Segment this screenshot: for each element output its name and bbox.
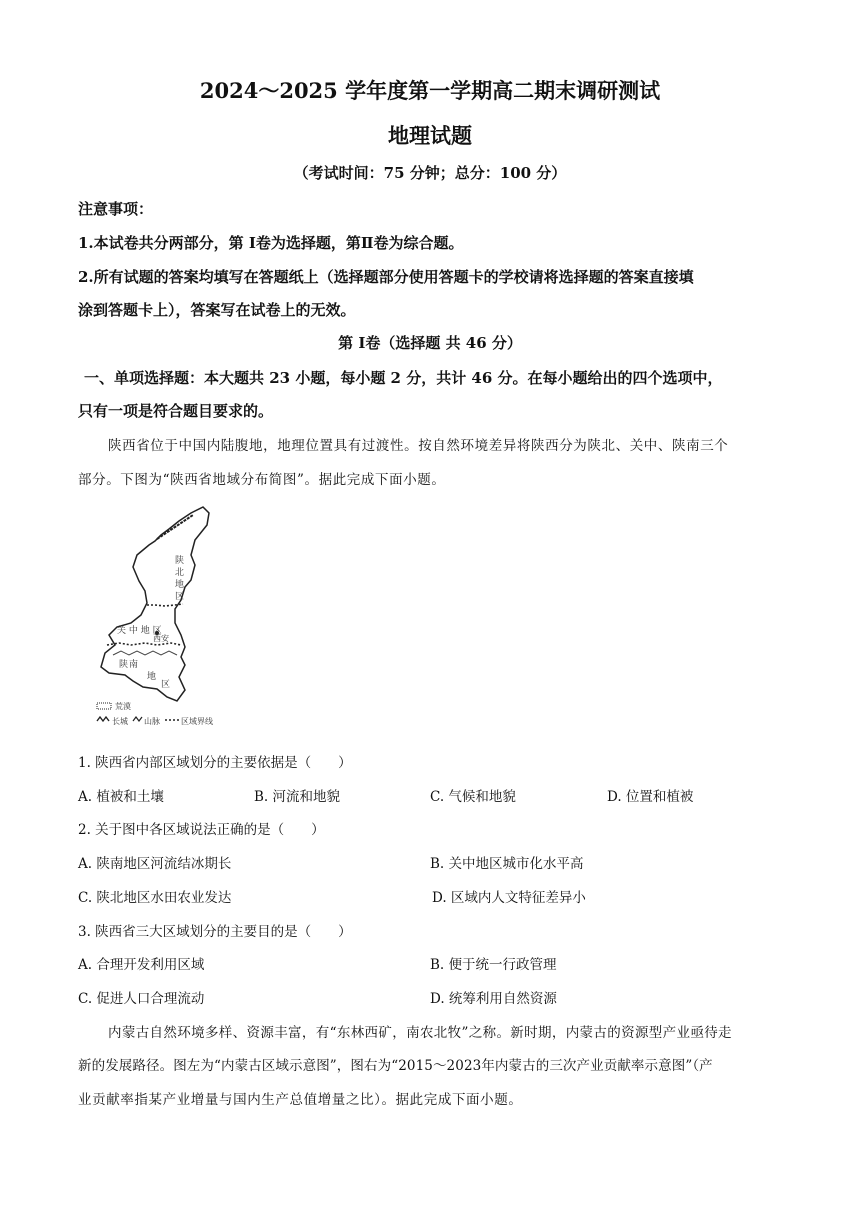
map-label-south-4: 区 <box>161 680 171 690</box>
question-2-option-d: D. 区域内人文特征差异小 <box>432 890 586 906</box>
note-item-2-line-1: 2.所有试题的答案均填写在答题纸上（选择题部分使用答题卡的学校请将选择题的答案直接填 <box>78 268 694 286</box>
map-label-north-1: 陕 <box>175 556 185 566</box>
passage-2-line-2: 新的发展路径。图左为“内蒙古区域示意图”，图右为“2015～2023年内蒙古的三次产业贡献率示意图”（产 <box>78 1058 713 1074</box>
question-2-option-b: B. 关中地区城市化水平高 <box>430 856 584 872</box>
passage-2-line-1: 内蒙古自然环境多样、资源丰富，有“东林西矿，南农北牧”之称。新时期，内蒙古的资源型产业亟待走 <box>108 1025 732 1041</box>
legend-boundary-label: 区域界线 <box>181 717 213 726</box>
question-3-option-a: A. 合理开发利用区域 <box>78 957 205 973</box>
question-1-option-a: A. 植被和土壤 <box>78 789 164 805</box>
legend-desert-swatch <box>97 703 111 709</box>
map-label-south-3: 地 <box>147 672 157 682</box>
map-label-north-3: 地 <box>175 580 185 590</box>
shaanxi-map <box>95 505 225 730</box>
question-1-option-d: D. 位置和植被 <box>607 789 694 805</box>
section-instruction-line-1: 一、单项选择题：本大题共 23 小题，每小题 2 分，共计 46 分。在每小题给出的四个选项中， <box>84 369 723 387</box>
legend-mountain-swatch <box>133 717 142 721</box>
legend-mountain-label: 山脉 <box>144 717 160 726</box>
subject-title: 地理试题 <box>388 123 472 148</box>
question-3-option-b: B. 便于统一行政管理 <box>430 957 557 973</box>
question-1-option-c: C. 气候和地貌 <box>430 789 516 805</box>
map-label-south-2: 南 <box>129 660 139 670</box>
map-label-north-4: 区 <box>175 592 185 602</box>
section-heading: 第 Ⅰ卷（选择题 共 46 分） <box>338 334 522 352</box>
question-3-stem: 3. 陕西省三大区域划分的主要目的是（ ） <box>78 924 352 940</box>
question-2-option-c: C. 陕北地区水田农业发达 <box>78 890 232 906</box>
question-2-stem: 2. 关于图中各区域说法正确的是（ ） <box>78 822 325 838</box>
question-2-option-a: A. 陕南地区河流结冰期长 <box>78 856 232 872</box>
map-label-north-2: 北 <box>175 568 185 578</box>
question-1-option-b: B. 河流和地貌 <box>254 789 341 805</box>
note-item-1: 1.本试卷共分两部分，第 Ⅰ卷为选择题，第Ⅱ卷为综合题。 <box>78 234 464 252</box>
map-label-central: 关 中 地 区 <box>117 626 162 636</box>
note-item-2-line-2: 涂到答题卡上），答案写在试卷上的无效。 <box>78 301 356 319</box>
question-3-option-c: C. 促进人口合理流动 <box>78 991 205 1007</box>
passage-2-line-3: 业贡献率指某产业增量与国内生产总值增量之比）。据此完成下面小题。 <box>78 1092 523 1108</box>
map-label-south-1: 陕 <box>119 660 129 670</box>
section-instruction-line-2: 只有一项是符合题目要求的。 <box>78 402 274 420</box>
question-1-stem: 1. 陕西省内部区域划分的主要依据是（ ） <box>78 755 352 771</box>
passage-1-line-2: 部分。下图为“陕西省地域分布简图”。据此完成下面小题。 <box>78 472 446 488</box>
exam-title: 2024～2025 学年度第一学期高二期末调研测试 <box>199 78 661 103</box>
question-3-option-d: D. 统筹利用自然资源 <box>430 991 557 1007</box>
legend-wall-swatch <box>97 717 109 721</box>
passage-1-line-1: 陕西省位于中国内陆腹地，地理位置具有过渡性。按自然环境差异将陕西分为陕北、关中、陕南三个 <box>108 438 729 454</box>
map-label-xian: 西安 <box>153 634 169 643</box>
legend-desert-label: 荒漠 <box>115 702 131 711</box>
legend-wall-label: 长城 <box>112 717 128 726</box>
notes-heading: 注意事项： <box>78 200 154 218</box>
exam-info: （考试时间：75 分钟；总分：100 分） <box>293 164 567 182</box>
